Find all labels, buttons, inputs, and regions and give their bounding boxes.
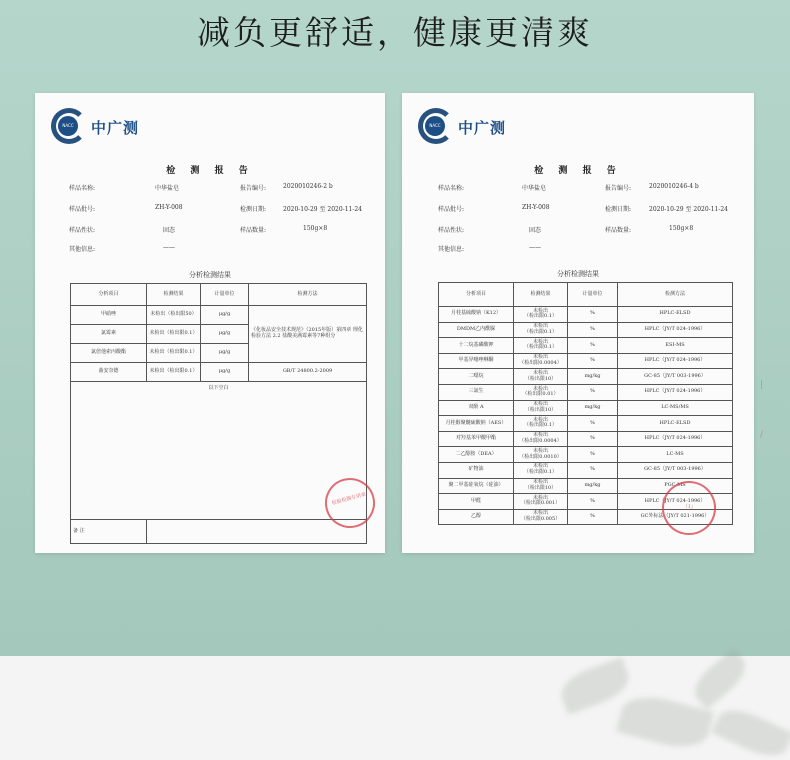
row-method: GC-85（JY/T 003-1996） <box>618 462 733 478</box>
report-no-label: 报告编号: <box>240 185 267 192</box>
row-item: 氯倍他索丙酸酯 <box>71 344 147 363</box>
batch-label: 样品批号: <box>69 206 96 213</box>
sample-name-label: 样品名称: <box>438 185 465 192</box>
row-result <box>514 322 568 338</box>
row-method: PGC-MS <box>618 478 733 494</box>
row-unit: % <box>568 384 618 400</box>
report-title: 检 测 报 告 <box>166 166 254 176</box>
date-label: 检测日期: <box>240 206 267 213</box>
row-result-limit: （检出限0.005） <box>520 516 561 523</box>
row-result-main: 未检出 <box>532 432 548 439</box>
row-result: 未检出（检出限0.1） <box>147 344 201 363</box>
row-item: 氯霉素 <box>71 325 147 344</box>
logo-badge: NACC <box>58 116 78 136</box>
row-result-limit: （检出限0.0004） <box>519 438 562 445</box>
row-result-main: 未检出 <box>532 463 548 470</box>
table-row <box>439 384 733 400</box>
row-method: GC外标法（JY/T 021-1996） <box>618 509 733 525</box>
row-result: 未检出（检出限50） <box>147 306 201 325</box>
test-report-right <box>402 93 754 553</box>
row-unit: μg/g <box>201 306 249 325</box>
row-result-limit: （检出限0.0010） <box>519 453 562 460</box>
row-item: 十二烷基磷酸钾 <box>439 338 514 354</box>
row-method: HPLC（JY/T 024-1996） <box>618 384 733 400</box>
row-result <box>514 384 568 400</box>
table-row <box>71 306 367 325</box>
row-result-limit: （检出限10） <box>524 406 557 413</box>
row-method: GC-85（JY/T 003-1996） <box>618 369 733 385</box>
report-no-label: 报告编号: <box>605 185 632 192</box>
row-item: 对羟基苯甲酸甲酯 <box>439 431 514 447</box>
row-result-limit: （检出限10） <box>524 484 557 491</box>
row-result-limit: （检出限0.0004） <box>519 360 562 367</box>
table-header: 检测结果 <box>514 283 568 307</box>
row-unit: μg/g <box>201 344 249 363</box>
row-unit: % <box>568 307 618 323</box>
batch: ZH-Y-008 <box>522 204 550 211</box>
row-result-main: 未检出 <box>532 323 548 330</box>
remark-row <box>71 520 367 544</box>
other: —— <box>529 244 541 251</box>
remark-label: 备 注 <box>71 520 147 544</box>
table-header-row <box>439 283 733 307</box>
row-item: 甲醛 <box>439 494 514 510</box>
state-label: 样品性状: <box>438 227 465 234</box>
row-result-main: 未检出 <box>532 338 548 345</box>
row-unit: mg/kg <box>568 478 618 494</box>
row-result <box>514 338 568 354</box>
results-table <box>70 283 367 544</box>
row-item: 二乙醇胺（DEA） <box>439 447 514 463</box>
row-result-limit: （检出限0.001） <box>520 500 561 507</box>
row-result <box>514 447 568 463</box>
row-item: 甲硝唑 <box>71 306 147 325</box>
row-result <box>514 369 568 385</box>
remark-value <box>147 520 367 544</box>
section-title: 分析检测结果 <box>557 270 599 278</box>
row-result-main: 未检出 <box>532 494 548 501</box>
stamp-number: （1） <box>682 502 697 512</box>
edge-mark: | <box>760 380 764 390</box>
qty-label: 样品数量: <box>605 227 632 234</box>
row-result-main: 未检出 <box>532 369 548 376</box>
row-result-main: 未检出 <box>532 479 548 486</box>
table-row <box>71 363 367 382</box>
row-method: GB/T 24800.2-2009 <box>249 363 367 382</box>
row-result <box>514 509 568 525</box>
company-logo <box>51 108 171 148</box>
row-result <box>514 400 568 416</box>
date: 2020-10-29 至 2020-11-24 <box>283 206 363 213</box>
table-row <box>439 416 733 432</box>
table-row <box>439 447 733 463</box>
row-method: HPLC（JY/T 024-1996） <box>618 322 733 338</box>
batch: ZH-Y-008 <box>155 204 183 211</box>
row-result <box>514 307 568 323</box>
state: 固态 <box>163 227 176 234</box>
row-method: HPLC（JY/T 024-1996） <box>618 494 733 510</box>
row-result-limit: （检出限0.1） <box>524 344 557 351</box>
date: 2020-10-29 至 2020-11-24 <box>649 206 729 213</box>
section-title: 分析检测结果 <box>189 271 231 279</box>
table-header: 检测方法 <box>618 283 733 307</box>
blank-note: 以下空白 <box>71 382 367 520</box>
row-result-main: 未检出 <box>532 354 548 361</box>
row-result-limit: （检出限0.1） <box>524 328 557 335</box>
state-label: 样品性状: <box>69 227 96 234</box>
row-method: HPLC-ELSD <box>618 416 733 432</box>
report-no: 2020010246-4 b <box>649 183 699 190</box>
row-item: 聚二甲基硅氧烷（硅油） <box>439 478 514 494</box>
logo-text: 中广测 <box>91 119 140 137</box>
row-result-main: 未检出 <box>532 401 548 408</box>
row-item: 二噁烷 <box>439 369 514 385</box>
table-row <box>439 338 733 354</box>
row-result: 未检出（检出限0.1） <box>147 325 201 344</box>
row-result-main: 未检出 <box>532 510 548 517</box>
row-unit: mg/kg <box>568 369 618 385</box>
row-unit: % <box>568 462 618 478</box>
leaf-decoration <box>711 702 790 760</box>
batch-label: 样品批号: <box>438 206 465 213</box>
sample-name: 中华盐皂 <box>155 185 180 192</box>
row-method: HPLC-ELSD <box>618 307 733 323</box>
row-result-limit: （检出限0.1） <box>524 422 557 429</box>
row-unit: % <box>568 353 618 369</box>
blank-row <box>71 382 367 520</box>
other: —— <box>163 244 175 251</box>
row-method: 《化妆品安全技术规范》（2015年版）第四章 理化检验方法 2.2 盐酸美满霉素等7种组分 <box>249 306 367 363</box>
table-row <box>439 322 733 338</box>
row-method: LC-MS <box>618 447 733 463</box>
row-item: 三氯生 <box>439 384 514 400</box>
row-unit: % <box>568 447 618 463</box>
row-item: 乙醇 <box>439 509 514 525</box>
row-unit: % <box>568 494 618 510</box>
qty: 150g×8 <box>669 225 694 232</box>
table-header: 分析项目 <box>71 284 147 306</box>
row-result <box>514 478 568 494</box>
table-header: 检测结果 <box>147 284 201 306</box>
row-result-main: 未检出 <box>532 447 548 454</box>
row-unit: % <box>568 509 618 525</box>
bottom-band <box>0 656 790 760</box>
table-row <box>439 353 733 369</box>
table-header: 计量单位 <box>201 284 249 306</box>
table-header: 分析项目 <box>439 283 514 307</box>
row-result-main: 未检出 <box>532 307 548 314</box>
row-result <box>514 431 568 447</box>
row-result-limit: （检出限0.1） <box>524 469 557 476</box>
row-method: HPLC（JY/T 024-1996） <box>618 353 733 369</box>
edge-mark: / <box>760 430 764 440</box>
row-result-limit: （检出限0.1） <box>524 313 557 320</box>
row-item: 月桂醇聚醚硫酸钠（AES） <box>439 416 514 432</box>
date-label: 检测日期: <box>605 206 632 213</box>
row-unit: μg/g <box>201 325 249 344</box>
row-result: 未检出（检出限0.1） <box>147 363 201 382</box>
other-label: 其他信息: <box>69 246 96 253</box>
report-title: 检 测 报 告 <box>534 166 622 176</box>
row-result-limit: （检出限10） <box>524 375 557 382</box>
row-result <box>514 462 568 478</box>
table-row <box>439 400 733 416</box>
qty-label: 样品数量: <box>240 227 267 234</box>
row-item: 曲安奈德 <box>71 363 147 382</box>
logo-text: 中广测 <box>458 119 507 137</box>
row-result-main: 未检出 <box>532 385 548 392</box>
row-method: HPLC（JY/T 024-1996） <box>618 431 733 447</box>
qty: 150g×8 <box>303 225 328 232</box>
row-result <box>514 494 568 510</box>
state: 固态 <box>529 227 542 234</box>
other-label: 其他信息: <box>438 246 465 253</box>
logo-badge: NACC <box>425 116 445 136</box>
table-row <box>439 307 733 323</box>
report-no: 2020010246-2 b <box>283 183 333 190</box>
table-header-row <box>71 284 367 306</box>
row-result <box>514 416 568 432</box>
table-row <box>439 462 733 478</box>
company-logo <box>418 108 538 148</box>
row-unit: μg/g <box>201 363 249 382</box>
row-item: DMDM乙内酰脲 <box>439 322 514 338</box>
row-item: 月桂基硫酸钠（K12） <box>439 307 514 323</box>
row-result-main: 未检出 <box>532 416 548 423</box>
row-unit: mg/kg <box>568 400 618 416</box>
test-report-left <box>35 93 385 553</box>
row-result <box>514 353 568 369</box>
row-method: ESI-MS <box>618 338 733 354</box>
page-headline: 减负更舒适，健康更清爽 <box>197 13 593 52</box>
row-result-limit: （检出限0.01） <box>522 391 559 398</box>
row-method: LC-MS/MS <box>618 400 733 416</box>
table-row <box>439 369 733 385</box>
row-item: 双酚 A <box>439 400 514 416</box>
table-row <box>439 431 733 447</box>
table-header: 计量单位 <box>568 283 618 307</box>
sample-name-label: 样品名称: <box>69 185 96 192</box>
row-item: 矿物油 <box>439 462 514 478</box>
row-unit: % <box>568 322 618 338</box>
stamp-text: 检验检测专用章 <box>331 491 367 507</box>
row-item: 甲基异噻唑啉酮 <box>439 353 514 369</box>
row-unit: % <box>568 431 618 447</box>
sample-name: 中华盐皂 <box>522 185 547 192</box>
row-unit: % <box>568 338 618 354</box>
leaf-decoration <box>687 648 752 710</box>
row-unit: % <box>568 416 618 432</box>
table-header: 检测方法 <box>249 284 367 306</box>
